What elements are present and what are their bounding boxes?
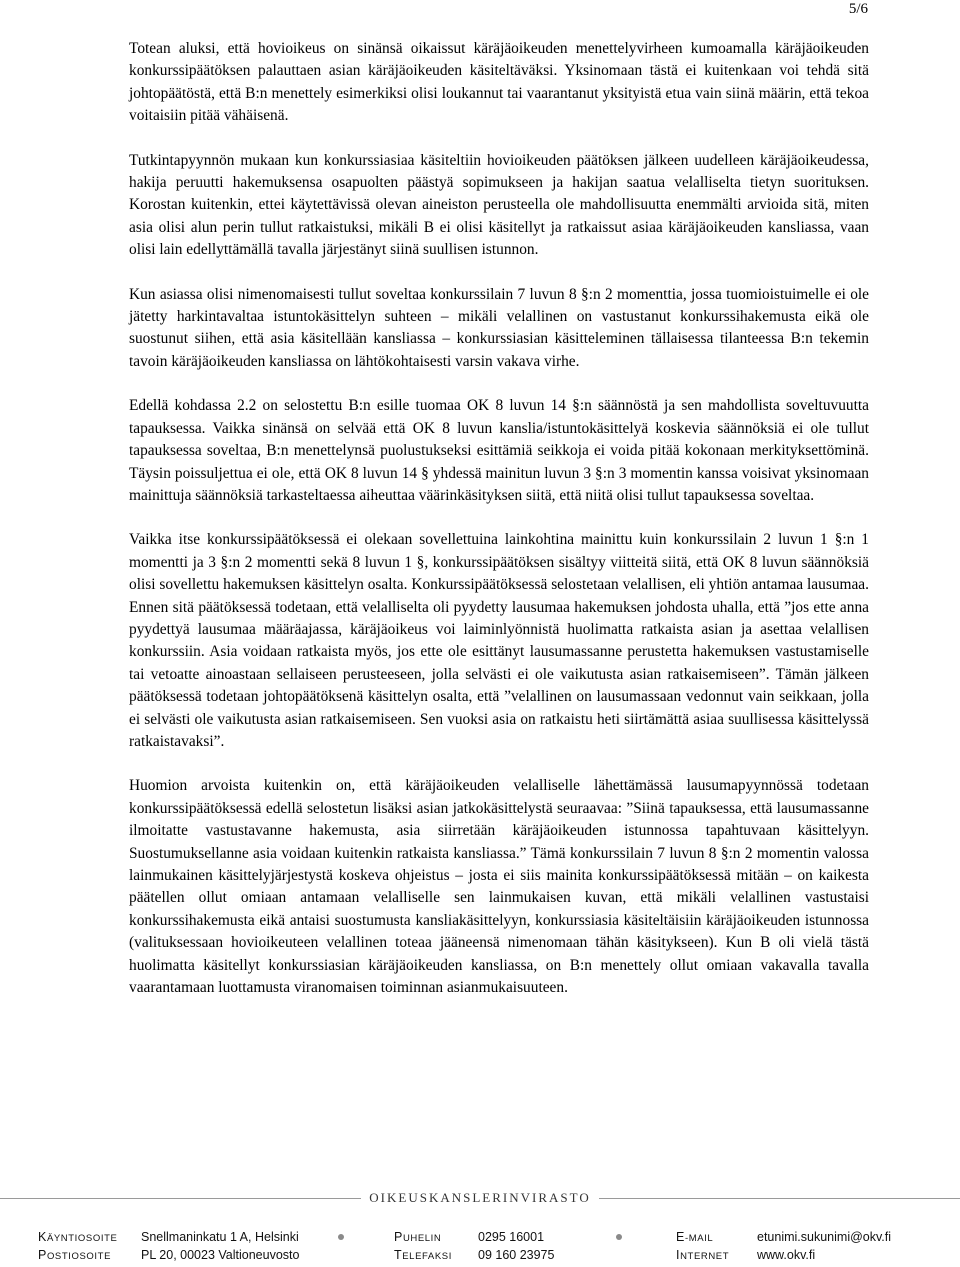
- separator-dot-icon: [616, 1234, 622, 1240]
- website-link[interactable]: www.okv.fi: [757, 1248, 816, 1262]
- visiting-address-label: KÄYNTIOSOITE: [38, 1230, 118, 1244]
- brand-wordmark: OIKEUSKANSLERINVIRASTO: [361, 1187, 598, 1209]
- paragraph-3: Kun asiassa olisi nimenomaisesti tullut soveltaa konkurssilain 7 luvun 8 §:n 2 momenttia, jossa tuomioistuimelle ei ole jätetty harkintavaltaa istuntokäsittelyn suhteen – mikäli velallinen on vastustanut konkurssihakemusta eikä ole suostunut siihen, että asia käsitellään kansliassa – konkurssiasian käsitteleminen tällaisessa tilanteessa B:n tekemin tavoin käräjäoikeuden kansliassa on lähtökohtaisesti varsin vakava virhe.: [129, 285, 869, 370]
- fax-value: 09 160 23975: [478, 1248, 555, 1262]
- fax-label: TELEFAKSI: [394, 1248, 452, 1262]
- email-value[interactable]: etunimi.sukunimi@okv.fi: [757, 1230, 892, 1244]
- footer-row-1: [0, 1227, 960, 1247]
- document-body: [129, 38, 869, 999]
- visiting-address-value: Snellmaninkatu 1 A, Helsinki: [141, 1230, 299, 1244]
- email-label: E-MAIL: [676, 1230, 714, 1244]
- internet-label: INTERNET: [676, 1248, 730, 1262]
- postal-address-value: PL 20, 00023 Valtioneuvosto: [141, 1248, 300, 1262]
- phone-value: 0295 16001: [478, 1230, 545, 1244]
- paragraph-2: Tutkintapyynnön mukaan kun konkurssiasiaa käsiteltiin hovioikeuden päätöksen jälkeen uudelleen käräjäoikeudessa, hakija peruutti hakemuksensa osapuolten päästyä sopimukseen ja hakijan saatua velalliselta tietyn suorituksen. Korostan kuitenkin, ettei käytettävissä olevan aineiston perusteella ole mahdollisuutta enemmälti arvioida sitä, miten asia olisi alun perin tullut ratkaistuksi, mikäli B ei olisi käsitellyt ja ratkaissut asiaa käräjäoikeuden kansliassa, vaan olisi lain edellyttämällä tavalla järjestänyt siinä suullisen istunnon.: [129, 151, 869, 259]
- paragraph-6: Huomion arvoista kuitenkin on, että käräjäoikeuden velalliselle lähettämässä lausumapyynnössä todetaan konkurssipäätöksessä edellä selostetun lisäksi asian jatkokäsittelystä seuraavaa: ”Siinä tapauksessa, että lausumassanne ilmoitatte vastustavanne hakemusta, asia siirretään käräjäoikeuden istunnossa tapahtuvaan käsittelyyn. Suostumuksellanne asia voidaan kuitenkin ratkaista kansliassa.” Tämä konkurssilain 7 luvun 8 §:n 2 momentin valossa lainmukainen käsittelyjärjestystä koskeva ohjeistus – josta ei siis mainita konkurssipäätöksessä mitään – on kaikesta päätellen ollut omiaan antamaan velalliselle sen lainmukaisen kuvan, että mikäli velallinen vastustaisi konkurssihakemusta eikä antaisi suostumusta kansliakäsittelyyn, konkurssiasia käsiteltäisiin käräjäoikeuden istunnossa (valituksessaan hovioikeuteen velallinen toteaa jääneensä nimenomaan tähän käsitykseen). Kun B oli vielä tästä huolimatta käsitellyt konkurssiasian käräjäoikeuden kansliassa, on B:n menettely ollut omiaan vakavalla tavalla vaarantamaan luottamusta viranomaisen toiminnan asianmukaisuuteen.: [129, 777, 869, 997]
- paragraph-5: Vaikka itse konkurssipäätöksessä ei olekaan sovellettuina lainkohtina mainittu kuin konkurssilain 2 luvun 1 §:n 1 momentti ja 3 §:n 2 momentti sekä 8 luvun 1 §, konkurssipäätöksen sisältyy viitteitä siitä, että OK 8 luvun säännöksiä olisi sovellettu hakemuksen käsittelyn osalta. Konkurssipäätöksessä selostetaan velallisen, eli yhtiön antamaa lausumaa. Ennen sitä päätöksessä todetaan, että velalliselta oli pyydetty lausumaa hakemuksen johdosta uhalla, että ”jos ette anna pyydettyä lausumaa määräajassa, käräjäoikeus voi laiminlyönnistä huolimatta ratkaista asian ja asettaa velallisen konkurssiin. Asia voidaan ratkaista myös, jos ette ole esittänyt lausumassanne perustetta hakemuksen vastustamiselle tai vetoatte ainoastaan sellaiseen perusteeseen, jolla selvästi ei ole vaikutusta asian ratkaisemiseen”. Tämän jälkeen päätöksessä todetaan johtopäätöksenä käsittelyn osalta, että ”velallinen on lausumassaan vedonnut vain seikkaan, jolla ei selvästi ole vaikutusta asian ratkaisemiseen. Sen vuoksi asia on ratkaistu heti siirtämättä asiaa suullisessa käsittelyssä ratkaistavaksi”.: [129, 531, 869, 750]
- phone-label: PUHELIN: [394, 1230, 442, 1244]
- postal-address-label: POSTIOSOITE: [38, 1248, 111, 1262]
- separator-dot-icon: [338, 1234, 344, 1240]
- footer-brand-logo: [0, 1187, 960, 1209]
- page-number: 5/6: [848, 1, 868, 17]
- paragraph-4: Edellä kohdassa 2.2 on selostettu B:n esille tuomaa OK 8 luvun 14 §:n säännöstä ja sen mahdollista soveltuvuutta tapauksessa. Vaikka sinänsä on selvää että OK 8 luvun kanslia/istuntokäsittelyä koskevia säännöksiä ei ole tullut tapauksessa soveltaa, B:n menettelynsä puolustukseksi esittämiä seikkoja ei voida pitää kokonaan merkityksettöminä. Täysin poissuljettua ei ole, että OK 8 luvun 14 § yhdessä mainitun luvun 3 §:n 3 momentin kanssa voisivat yksinomaan mainittuja säännöksiä tarkasteltaessa aiheuttaa väärinkäsityksen siitä, että niitä olisi tullut tapauksessa soveltaa.: [129, 397, 869, 504]
- paragraph-1: Totean aluksi, että hovioikeus on sinänsä oikaissut käräjäoikeuden menettelyvirheen kumoamalla käräjäoikeuden konkurssipäätöksen palauttaen asian käräjäoikeuden käsiteltäväksi. Yksinomaan tästä ei kuitenkaan voi tehdä sitä johtopäätöstä, että B:n menettely esimerkiksi olisi loukannut tai vaarantanut yksityistä etua vain siinä määrin, että tekoa voitaisiin pitää vähäisenä.: [129, 40, 869, 125]
- footer-row-2: [0, 1245, 960, 1265]
